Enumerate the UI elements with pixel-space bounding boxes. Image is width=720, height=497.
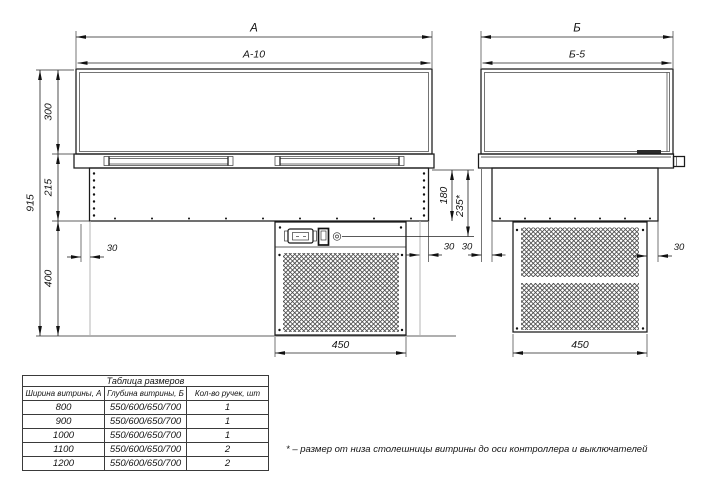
front-body-screws: [93, 172, 425, 219]
table-cell: 550/600/650/700: [105, 429, 187, 443]
table-row: [23, 443, 269, 457]
col-header-handles: Кол-во ручек, шт: [187, 387, 269, 401]
side-body: [492, 168, 658, 221]
power-switch-icon: [319, 229, 329, 246]
dim-label-depth-b: Б: [573, 22, 581, 35]
dim-label-height-215: 215: [42, 178, 55, 197]
table-cell: 1100: [23, 443, 105, 457]
table-cell: 550/600/650/700: [105, 401, 187, 415]
table-cell: 1200: [23, 457, 105, 471]
controller-display-icon: [285, 229, 317, 243]
price-strip: [637, 150, 661, 154]
dim-label-height-180: 180: [438, 186, 450, 205]
dimension-offset-30-left: [67, 224, 118, 262]
dim-label-height-400: 400: [42, 269, 55, 288]
side-glass-box: [481, 69, 673, 154]
table-cell: 2: [187, 443, 269, 457]
dim-label-offset-mid1: 30: [443, 241, 455, 253]
dim-label-offset-right: 30: [673, 242, 685, 253]
table-cell: 900: [23, 415, 105, 429]
dim-label-width-a10: А-10: [242, 48, 266, 61]
dim-label-width-a: А: [250, 22, 258, 35]
dim-label-height-915: 915: [24, 194, 37, 212]
table-cell: 550/600/650/700: [105, 443, 187, 457]
side-counter-band: [479, 154, 685, 168]
dimension-height-400: [43, 221, 59, 336]
front-counter-band: [74, 154, 434, 168]
dimension-width-a: [76, 23, 432, 69]
dim-label-offset-mid2: 30: [461, 241, 473, 253]
dim-label-450-front: 450: [331, 339, 350, 351]
dim-label-height-235: 235*: [454, 195, 466, 217]
dim-label-450-side: 450: [571, 339, 589, 351]
size-table-title: Таблица размеров: [23, 376, 269, 387]
dimension-height-235: [454, 170, 468, 237]
size-table: [22, 375, 269, 471]
table-cell: 1000: [23, 429, 105, 443]
front-view: [36, 69, 474, 336]
table-cell: 1: [187, 415, 269, 429]
side-vent-grille-lower: [521, 283, 639, 330]
footnote-text: * – размер от низа столешницы витрины до оси контроллера и выключателей: [286, 444, 648, 455]
dimension-offset-30-right: [633, 221, 685, 262]
col-header-width: Ширина витрины, А: [23, 387, 105, 401]
handle-slot-left: [104, 157, 233, 166]
table-row: [23, 415, 269, 429]
table-cell: 2: [187, 457, 269, 471]
dim-label-depth-b5: Б-5: [568, 48, 586, 61]
dimension-depth-b5: [483, 49, 672, 64]
table-row: [23, 401, 269, 415]
dimension-450-front: [275, 337, 406, 357]
indicator-button-icon: [333, 233, 341, 241]
table-cell: 550/600/650/700: [105, 457, 187, 471]
dimension-depth-b: [481, 23, 673, 69]
front-glass-box: [76, 69, 432, 154]
front-vent-grille: [278, 253, 403, 332]
side-vent-grille-upper: [521, 228, 639, 278]
side-base-unit: [513, 222, 647, 332]
table-cell: 1: [187, 401, 269, 415]
dim-label-offset-left: 30: [106, 243, 118, 254]
dimension-height-300: [43, 70, 59, 154]
table-cell: 550/600/650/700: [105, 415, 187, 429]
dimension-height-215: [43, 154, 91, 221]
handle-slot-right: [275, 157, 404, 166]
table-row: [23, 457, 269, 471]
table-cell: 800: [23, 401, 105, 415]
col-header-depth: Глубина витрины, Б: [105, 387, 187, 401]
side-handle-bracket: [674, 157, 685, 167]
front-body: [90, 168, 429, 221]
table-row: [23, 429, 269, 443]
dimension-450-side: [513, 334, 647, 357]
dim-label-height-300: 300: [42, 103, 55, 121]
table-cell: 1: [187, 429, 269, 443]
front-compressor-unit: [275, 222, 474, 335]
side-view: [479, 69, 685, 332]
dimension-width-a10: [78, 49, 431, 64]
